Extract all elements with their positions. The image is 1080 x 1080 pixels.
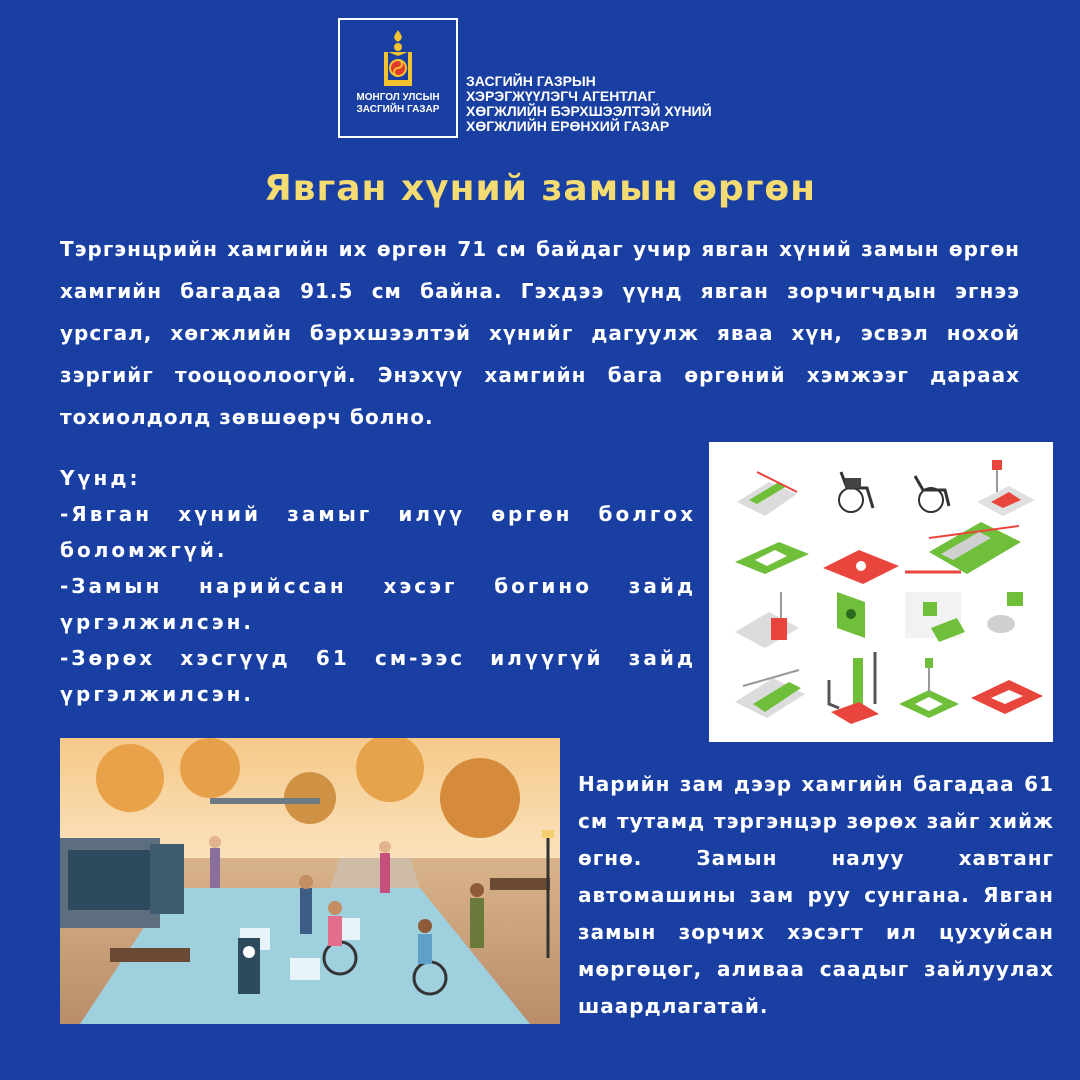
case-item: -Замын нарийссан хэсэг богино зайд үргэлжилсэн.	[60, 574, 696, 634]
agency-line: ХЭРЭГЖҮҮЛЭГЧ АГЕНТЛАГ	[466, 88, 656, 104]
parking-sign-icon	[977, 460, 1035, 516]
bottom-paragraph: Нарийн зам дээр хамгийн багадаа 61 см тутамд тэргэнцэр зөрөх зайг хийж өгнө. Замын налуу хавтанг автомашины зам руу сунгана. Явган замын зорчих хэсэгт ил цухуйсан мөргөцөг, аливаа саадыг зайлуулах шаардлагатай.	[578, 772, 1054, 1018]
grab-bar-icon	[829, 652, 879, 724]
crosswalk-icon	[735, 542, 809, 574]
accessibility-icons-panel	[709, 442, 1053, 742]
accessible-street-illustration	[60, 738, 560, 1024]
wheelchair-icon	[839, 472, 873, 512]
case-item: -Зөрөх хэсгүүд 61 см-ээс илүүгүй зайд үргэлжилсэн.	[60, 646, 696, 706]
info-kiosk	[238, 938, 260, 994]
tactile-paving-icon	[899, 658, 959, 718]
accessible-parking-icon	[823, 550, 899, 584]
case-item: -Явган хүний замыг илүү өргөн болгох боломжгүй.	[60, 502, 696, 562]
accessible-floor-mark-icon	[971, 680, 1043, 714]
page-title: Явган хүний замын өргөн	[263, 168, 817, 209]
agency-line: ХӨГЖЛИЙН БЭРХШЭЭЛТЭЙ ХҮНИЙ	[466, 103, 712, 119]
stairs-ramp-icon	[737, 472, 797, 516]
government-logo	[338, 18, 458, 138]
handrail-stairs-icon	[735, 670, 805, 718]
agency-name	[466, 74, 712, 134]
accessible-toilet-icon	[987, 592, 1023, 633]
agency-line: ХӨГЖЛИЙН ЕРӨНХИЙ ГАЗАР	[466, 118, 670, 134]
intro-paragraph: Тэргэнцрийн хамгийн их өргөн 71 см байдаг учир явган хүний замын өргөн хамгийн багадаа 91.5 см байна. Гэхдээ үүнд явган зорчигчдын эгнээ урсгал, хөгжлийн бэрхшээлтэй хүнийг дагуулж яваа хүн, эсвэл нохой зэргийг тооцоолоогүй. Энэхүү хамгийн бага өргөний хэмжээг дараах тохиолдолд зөвшөөрч болно.	[60, 237, 1020, 429]
cases-heading: Үүнд:	[60, 466, 141, 490]
accessible-sign-icon	[837, 592, 865, 638]
wheelchair-icon	[915, 476, 949, 512]
soyombo-emblem-icon	[376, 28, 420, 90]
restroom-sign-icon	[905, 572, 965, 642]
logo-label-line: МОНГОЛ УЛСЫН	[356, 92, 440, 103]
agency-line: ЗАСГИЙН ГАЗРЫН	[466, 73, 596, 89]
ramp-with-rails-icon	[929, 522, 1021, 574]
cases-list	[60, 460, 696, 712]
stair-lift-icon	[735, 592, 799, 648]
logo-label-line: ЗАСГИЙН ГАЗАР	[356, 104, 440, 115]
logo-label	[356, 92, 439, 116]
